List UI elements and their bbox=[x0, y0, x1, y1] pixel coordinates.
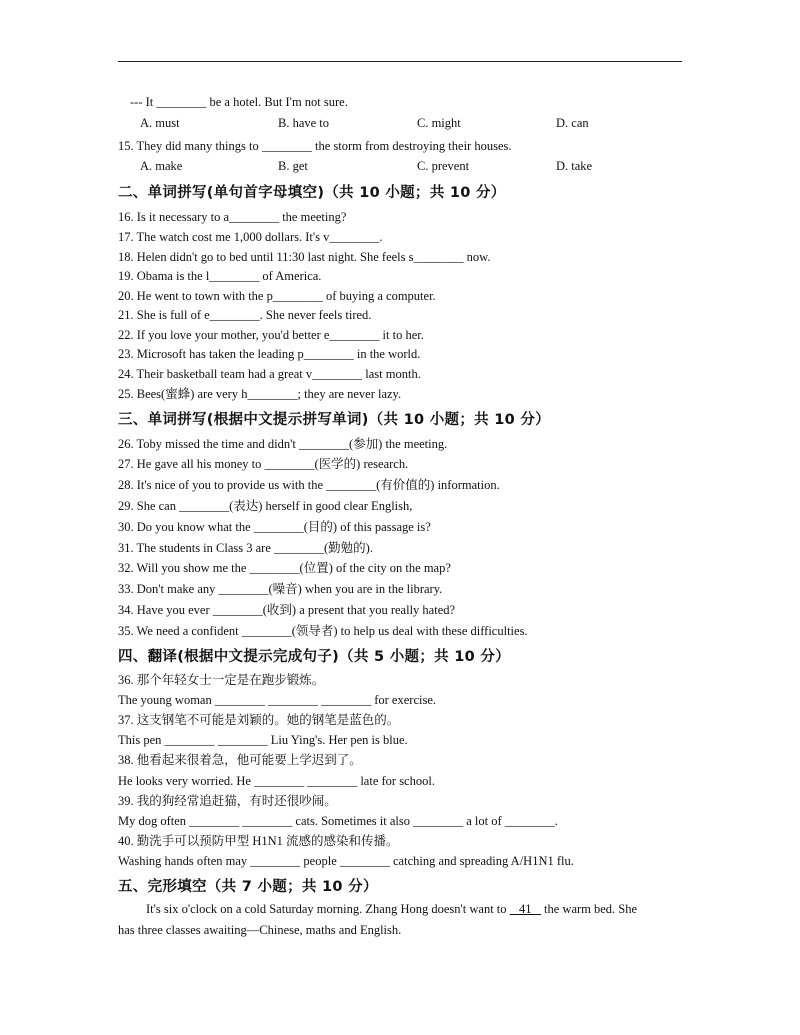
cloze-text-before: It's six o'clock on a cold Saturday morning. Zhang Hong doesn't want to bbox=[146, 902, 510, 916]
section3-item: 27. He gave all his money to ________(医学的) research. bbox=[118, 457, 409, 471]
section2-item: 24. Their basketball team had a great v________ last month. bbox=[118, 367, 421, 381]
q14-option-b: B. have to bbox=[278, 116, 330, 130]
q14-stem: --- It ________ be a hotel. But I'm not sure. bbox=[130, 95, 348, 109]
section4-prompt: 37. 这支钢笔不可能是刘颖的。她的钢笔是蓝色的。 bbox=[118, 713, 400, 727]
q15-option-a: A. make bbox=[140, 159, 183, 173]
section3-heading: 三、单词拼写(根据中文提示拼写单词)（共 10 小题；共 10 分） bbox=[118, 412, 551, 428]
section3-item: 31. The students in Class 3 are ________(勤勉的). bbox=[118, 541, 373, 555]
section2-heading: 二、单词拼写(单句首字母填空)（共 10 小题；共 10 分） bbox=[118, 185, 506, 201]
section4-answer-line: This pen ________ ________ Liu Ying's. Her pen is blue. bbox=[118, 733, 408, 747]
section4-prompt: 38. 他看起来很着急，他可能要上学迟到了。 bbox=[118, 753, 362, 767]
cloze-line-1 bbox=[118, 899, 684, 920]
section2-item: 19. Obama is the l________ of America. bbox=[118, 269, 322, 283]
section3-item: 35. We need a confident ________(领导者) to help us deal with these difficulties. bbox=[118, 624, 528, 638]
section4-answer-line: Washing hands often may ________ people ________ catching and spreading A/H1N1 flu. bbox=[118, 854, 574, 868]
section3-item: 30. Do you know what the ________(目的) of this passage is? bbox=[118, 520, 431, 534]
section4-answer-line: The young woman ________ ________ ________ for exercise. bbox=[118, 693, 436, 707]
section3-item: 26. Toby missed the time and didn't ________(参加) the meeting. bbox=[118, 437, 448, 451]
section4-heading: 四、翻译(根据中文提示完成句子)（共 5 小题；共 10 分） bbox=[118, 649, 511, 665]
q14-option-c: C. might bbox=[417, 116, 461, 130]
section2-item: 25. Bees(蜜蜂) are very h________; they are never lazy. bbox=[118, 387, 402, 401]
cloze-line-2: has three classes awaiting—Chinese, maths and English. bbox=[118, 923, 402, 937]
cloze-text-after: the warm bed. She bbox=[540, 902, 638, 916]
section2-item: 22. If you love your mother, you'd better e________ it to her. bbox=[118, 328, 424, 342]
section4-answer-line: My dog often ________ ________ cats. Sometimes it also ________ a lot of ________. bbox=[118, 814, 558, 828]
cloze-passage bbox=[118, 899, 684, 941]
q15-stem: 15. They did many things to ________ the storm from destroying their houses. bbox=[118, 139, 512, 153]
section2-item: 16. Is it necessary to a________ the meeting? bbox=[118, 210, 347, 224]
section4-prompt: 39. 我的狗经常追赶猫，有时还很吵闹。 bbox=[118, 794, 337, 808]
q14-option-d: D. can bbox=[556, 116, 589, 130]
cloze-blank-41: 41 bbox=[509, 902, 541, 916]
section4-answer-line: He looks very worried. He ________ ________ late for school. bbox=[118, 774, 435, 788]
header-rule bbox=[118, 61, 682, 62]
q15-option-c: C. prevent bbox=[417, 159, 470, 173]
section2-item: 21. She is full of e________. She never feels tired. bbox=[118, 308, 372, 322]
section2-item: 18. Helen didn't go to bed until 11:30 last night. She feels s________ now. bbox=[118, 250, 491, 264]
section4-prompt: 40. 勤洗手可以预防甲型 H1N1 流感的感染和传播。 bbox=[118, 834, 399, 848]
section3-item: 34. Have you ever ________(收到) a present that you really hated? bbox=[118, 603, 456, 617]
section2-item: 20. He went to town with the p________ of buying a computer. bbox=[118, 289, 436, 303]
q15-option-d: D. take bbox=[556, 159, 593, 173]
q14-option-a: A. must bbox=[140, 116, 180, 130]
section4-prompt: 36. 那个年轻女士一定是在跑步锻炼。 bbox=[118, 673, 325, 687]
section3-item: 29. She can ________(表达) herself in good clear English, bbox=[118, 499, 413, 513]
section2-item: 23. Microsoft has taken the leading p________ in the world. bbox=[118, 347, 421, 361]
q15-option-b: B. get bbox=[278, 159, 308, 173]
section5-heading: 五、完形填空（共 7 小题；共 10 分） bbox=[118, 879, 378, 895]
section3-item: 32. Will you show me the ________(位置) of the city on the map? bbox=[118, 561, 451, 575]
section3-item: 33. Don't make any ________(噪音) when you are in the library. bbox=[118, 582, 443, 596]
section3-item: 28. It's nice of you to provide us with the ________(有价值的) information. bbox=[118, 478, 500, 492]
section2-item: 17. The watch cost me 1,000 dollars. It's v________. bbox=[118, 230, 383, 244]
